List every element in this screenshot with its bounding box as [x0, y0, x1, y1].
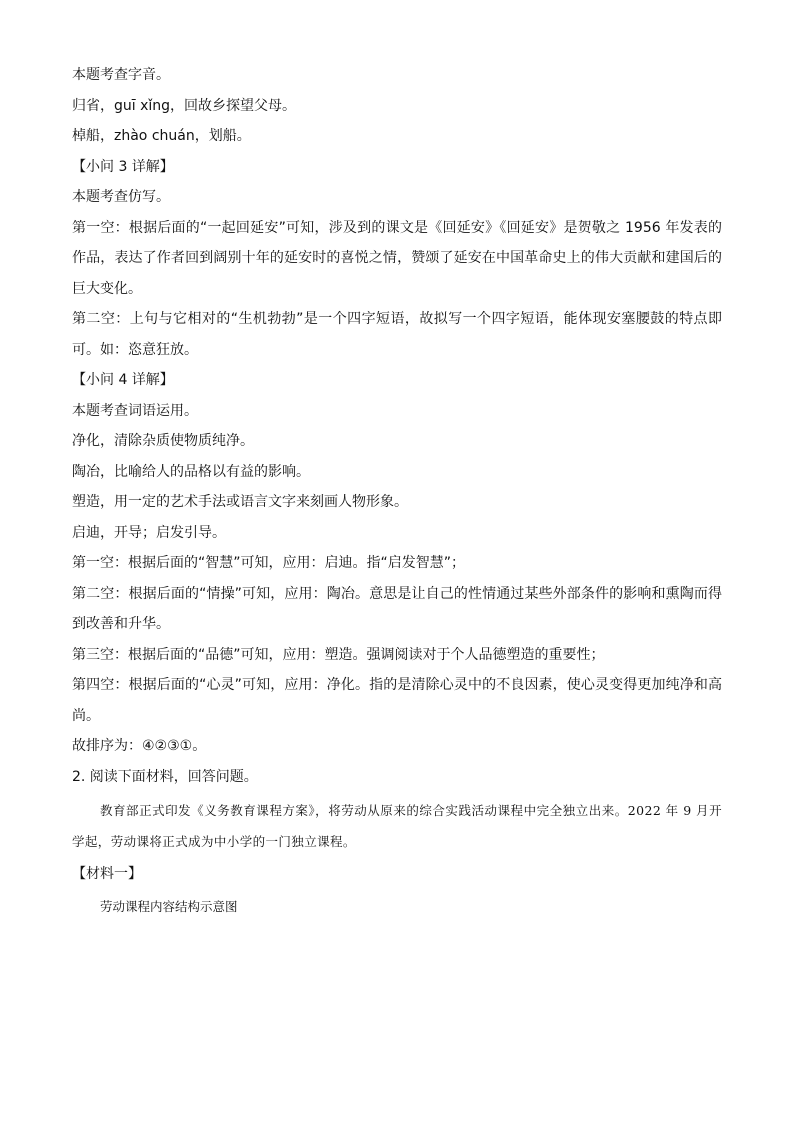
material-paragraph: 教育部正式印发《义务教育课程方案》，将劳动从原来的综合实践活动课程中完全独立出来。2022 年 9 月开学起，劳动课将正式成为中小学的一门独立课程。	[72, 803, 722, 849]
text-line: 陶冶，比喻给人的品格以有益的影响。	[72, 463, 310, 480]
section-heading: 【小问 4 详解】	[72, 372, 174, 388]
text-line: 启迪，开导；启发引导。	[72, 524, 226, 541]
text-line: 棹船，zhào chuán，划船。	[72, 128, 251, 144]
text-line: 本题考查仿写。	[72, 189, 170, 205]
text-line: 第一空：根据后面的“智慧”可知，应用：启迪。指“启发智慧”；	[72, 555, 466, 571]
section-heading: 【小问 3 详解】	[72, 158, 174, 175]
paragraph: 第二空：上句与它相对的“生机勃勃”是一个四字短语，故拟写一个四字短语，能体现安塞腰鼓的特点即可。如：恣意狂放。	[72, 311, 722, 358]
question-heading: 2. 阅读下面材料，回答问题。	[72, 768, 258, 785]
figure-caption: 劳动课程内容结构示意图	[100, 898, 238, 914]
section-heading: 【材料一】	[72, 866, 142, 882]
paragraph: 第一空：根据后面的“一起回延安”可知，涉及到的课文是《回延安》《回延安》是贺敬之 1956 年发表的作品，表达了作者回到阔别十年的延安时的喜悦之情，赞颂了延安在中国革命史上的伟大贡献和建国后的巨大变化。	[72, 219, 722, 297]
text-line: 塑造，用一定的艺术手法或语言文字来刻画人物形象。	[72, 494, 408, 510]
text-line: 归省，guī xǐng，回故乡探望父母。	[72, 97, 297, 114]
text-line: 故排序为：④②③①。	[72, 738, 207, 754]
text-line: 本题考查字音。	[72, 67, 170, 83]
text-line: 第三空：根据后面的“品德”可知，应用：塑造。强调阅读对于个人品德塑造的重要性；	[72, 646, 605, 663]
paragraph: 第二空：根据后面的“情操”可知，应用：陶冶。意思是让自己的性情通过某些外部条件的影响和熏陶而得到改善和升华。	[72, 585, 722, 632]
text-line: 本题考查词语运用。	[72, 402, 198, 419]
paragraph: 第四空：根据后面的“心灵”可知，应用：净化。指的是清除心灵中的不良因素，使心灵变得更加纯净和高尚。	[72, 677, 722, 724]
document-page	[72, 60, 722, 922]
text-line: 净化，清除杂质使物质纯净。	[72, 433, 254, 449]
